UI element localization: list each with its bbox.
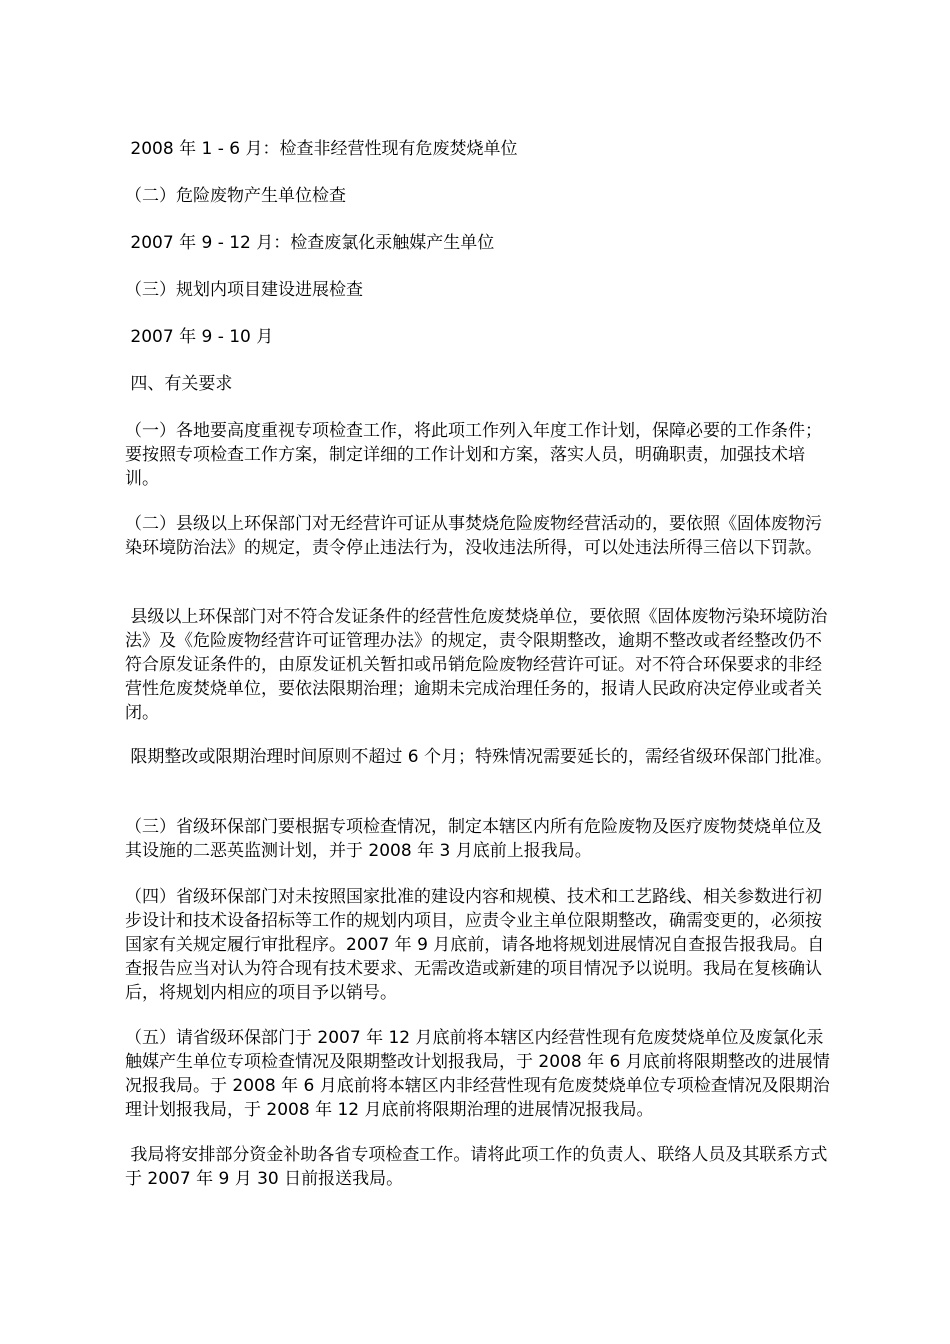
paragraph-schedule-2007-projects: 2007 年 9 - 10 月	[125, 327, 274, 347]
paragraph-schedule-2008-nonoperational: 2008 年 1 - 6 月：检查非经营性现有危废焚烧单位	[125, 139, 518, 159]
paragraph-schedule-2007-catalyst: 2007 年 9 - 12 月：检查废氯化汞触媒产生单位	[125, 233, 495, 253]
paragraph-deadline-note: 限期整改或限期治理时间原则不超过 6 个月；特殊情况需要延长的，需经省级环保部门批准。	[125, 747, 833, 767]
paragraph-funding-note: 我局将安排部分资金补助各省专项检查工作。请将此项工作的负责人、联络人员及其联系方式于 2007 年 9 月 30 日前报送我局。	[125, 1145, 828, 1189]
paragraph-requirement-2-continued: 县级以上环保部门对不符合发证条件的经营性危废焚烧单位，要依照《固体废物污染环境防治法》及《危险废物经营许可证管理办法》的规定，责令限期整改，逾期不整改或者经整改仍不符合原发证条件的，由原发证机关暂扣或吊销危险废物经营许可证。对不符合环保要求的非经营性危废焚烧单位，要依法限期治理；逾期未完成治理任务的，报请人民政府决定停业或者关闭。	[125, 607, 828, 723]
paragraph-requirement-1: （一）各地要高度重视专项检查工作，将此项工作列入年度工作计划，保障必要的工作条件；要按照专项检查工作方案，制定详细的工作计划和方案，落实人员，明确职责，加强技术培训。	[125, 421, 822, 489]
section-heading-hazardous-waste-producers: （二）危险废物产生单位检查	[125, 186, 346, 206]
paragraph-requirement-3: （三）省级环保部门要根据专项检查情况，制定本辖区内所有危险废物及医疗废物焚烧单位及其设施的二恶英监测计划，并于 2008 年 3 月底前上报我局。	[125, 817, 822, 861]
section-heading-requirements: 四、有关要求	[125, 374, 233, 394]
paragraph-requirement-5: （五）请省级环保部门于 2007 年 12 月底前将本辖区内经营性现有危废焚烧单位及废氯化汞触媒产生单位专项检查情况及限期整改计划报我局，于 2008 年 6 月底前将限期整改的进展情况报我局。于 2008 年 6 月底前将本辖区内非经营性现有危废焚烧单位专项检查情况及限期治理计划报我局，于 2008 年 12 月底前将限期治理的进展情况报我局。	[125, 1028, 830, 1120]
paragraph-requirement-4: （四）省级环保部门对未按照国家批准的建设内容和规模、技术和工艺路线、相关参数进行初步设计和技术设备招标等工作的规划内项目，应责令业主单位限期整改，确需变更的，必须按国家有关规定履行审批程序。2007 年 9 月底前，请各地将规划进展情况自查报告报我局。自查报告应当对认为符合现有技术要求、无需改造或新建的项目情况予以说明。我局在复核确认后，将规划内相应的项目予以销号。	[125, 887, 825, 1003]
paragraph-requirement-2: （二）县级以上环保部门对无经营许可证从事焚烧危险废物经营活动的，要依照《固体废物污染环境防治法》的规定，责令停止违法行为，没收违法所得，可以处违法所得三倍以下罚款。	[125, 514, 822, 558]
section-heading-planned-projects: （三）规划内项目建设进展检查	[125, 280, 363, 300]
